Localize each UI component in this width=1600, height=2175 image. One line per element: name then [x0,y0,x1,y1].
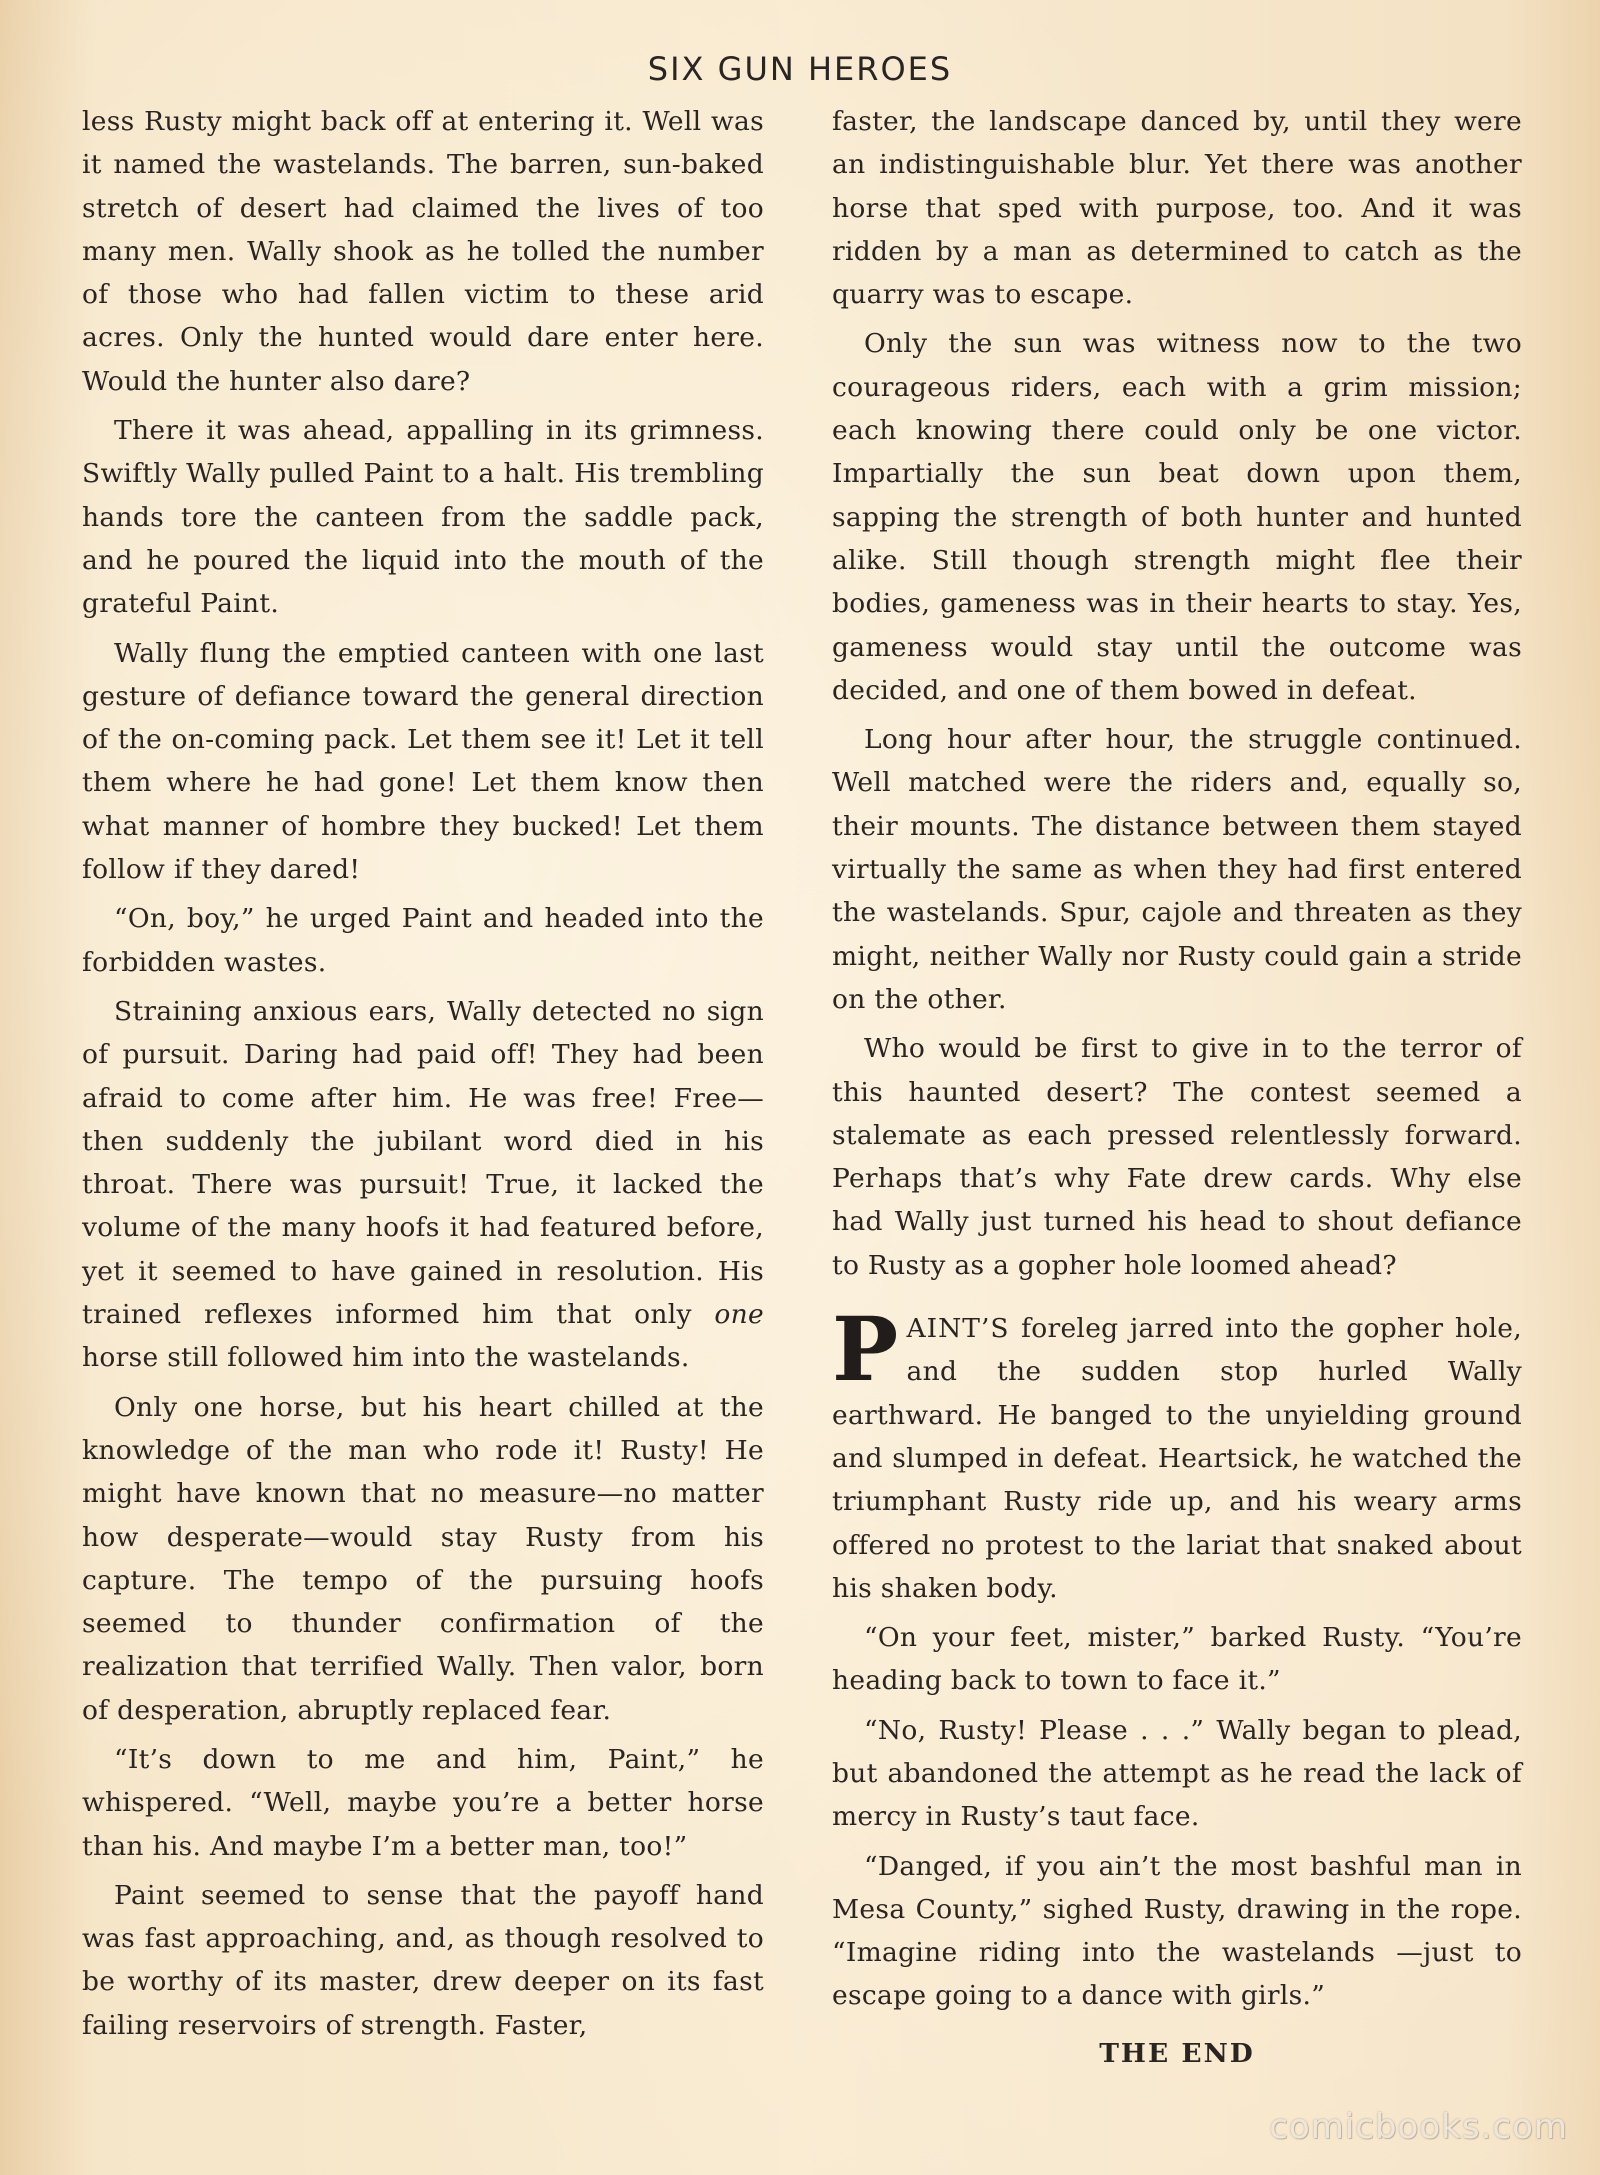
paragraph: “No, Rusty! Please . . .” Wally began to plead, but abandoned the attempt as he read the lack of mercy in Rusty’s taut face. [832,1714,1522,1833]
paragraph: Only the sun was witness now to the two courageous riders, each with a grim mission; each knowing there could only be one victor. Impartially the sun beat down upon them, sapping the strength of both hunter and hunted alike. Still though strength might flee their bodies, gameness was in their hearts to stay. Yes, gameness would stay until the outcome was decided, and one of them bowed in defeat. [832,328,1522,706]
paragraph: Only one horse, but his heart chilled at the knowledge of the man who rode it! Rusty! He might have known that no measure—no matter how desperate—would stay Rusty from his capture. The tempo of the pursuing hoofs seemed to thunder confirmation of the realization that terrified Wally. Then valor, born of desperation, abruptly replaced fear. [82,1391,764,1726]
paragraph [832,1297,1522,1610]
paragraph: “It’s down to me and him, Paint,” he whispered. “Well, maybe you’re a better horse than his. And maybe I’m a better man, too!” [82,1743,764,1862]
the-end-label: THE END [1099,2037,1255,2069]
paragraph: There it was ahead, appalling in its grimness. Swiftly Wally pulled Paint to a halt. His trembling hands tore the canteen from the saddle pack, and he poured the liquid into the mouth of the grateful Paint. [82,415,764,620]
emphasis-text: one [714,1299,764,1331]
paragraph: Who would be first to give in to the terror of this haunted desert? The contest seemed a stalemate as each pressed relentlessly forward. Perhaps that’s why Fate drew cards. Why else had Wally just turned his head to shout defiance to Rusty as a gopher hole loomed ahead? [832,1033,1522,1281]
paragraph: Paint seemed to sense that the payoff hand was fast approaching, and, as though resolved to be worthy of its master, drew deeper on its fast failing reservoirs of strength. Faster, [82,1879,764,2041]
paragraph-text: horse still followed him into the wastelands. [82,1342,690,1374]
paragraph [82,990,764,1380]
paragraph-text: foreleg jarred into the gopher hole, and the sudden stop hurled Wally earthward. He banged to the unyielding ground and slumped in defeat. Heartsick, he watched the triumphant Rusty ride up, and his weary arms offered no protest to the lariat that snaked about his shaken body. [832,1313,1522,1604]
paragraph: faster, the landscape danced by, until they were an indistinguishable blur. Yet there was another horse that sped with purpose, too. And it was ridden by a man as determined to catch as the quarry was to escape. [832,106,1522,311]
page-header-title: SIX GUN HEROES [647,50,953,88]
small-caps-text: AINT’S [906,1313,1010,1345]
paragraph: “On your feet, mister,” barked Rusty. “You’re heading back to town to face it.” [832,1622,1522,1697]
paragraph: “Danged, if you ain’t the most bashful man in Mesa County,” sighed Rusty, drawing in the rope. “Imagine riding into the wastelands —just to escape going to a dance with girls.” [832,1850,1522,2012]
left-column [82,100,764,2053]
paragraph: “On, boy,” he urged Paint and headed into the forbidden wastes. [82,903,764,978]
paragraph: Long hour after hour, the struggle continued. Well matched were the riders and, equally so, their mounts. The distance between them stayed virtually the same as when they had first entered the wastelands. Spur, cajole and threaten as they might, neither Wally nor Rusty could gain a stride on the other. [832,724,1522,1015]
watermark: comicbooks.com [1269,2107,1568,2147]
paragraph-text: Straining anxious ears, Wally detected no sign of pursuit. Daring had paid off! They had been afraid to come after him. He was free! Free—then suddenly the jubilant word died in his throat. There was pursuit! True, it lacked the volume of the many hoofs it had featured before, yet it seemed to have gained in resolution. His trained reflexes informed him that only [82,995,764,1331]
paragraph: Wally flung the emptied canteen with one last gesture of defiance toward the general direction of the on-coming pack. Let them see it! Let it tell them where he had gone! Let them know then what manner of hombre they bucked! Let them follow if they dared! [82,637,764,886]
drop-cap: P [832,1297,899,1402]
right-column [832,100,1522,2081]
paragraph: less Rusty might back off at entering it. Well was it named the wastelands. The barren, sun-baked stretch of desert had claimed the lives of too many men. Wally shook as he tolled the number of those who had fallen victim to these arid acres. Only the hunted would dare enter here. Would the hunter also dare? [82,106,764,397]
